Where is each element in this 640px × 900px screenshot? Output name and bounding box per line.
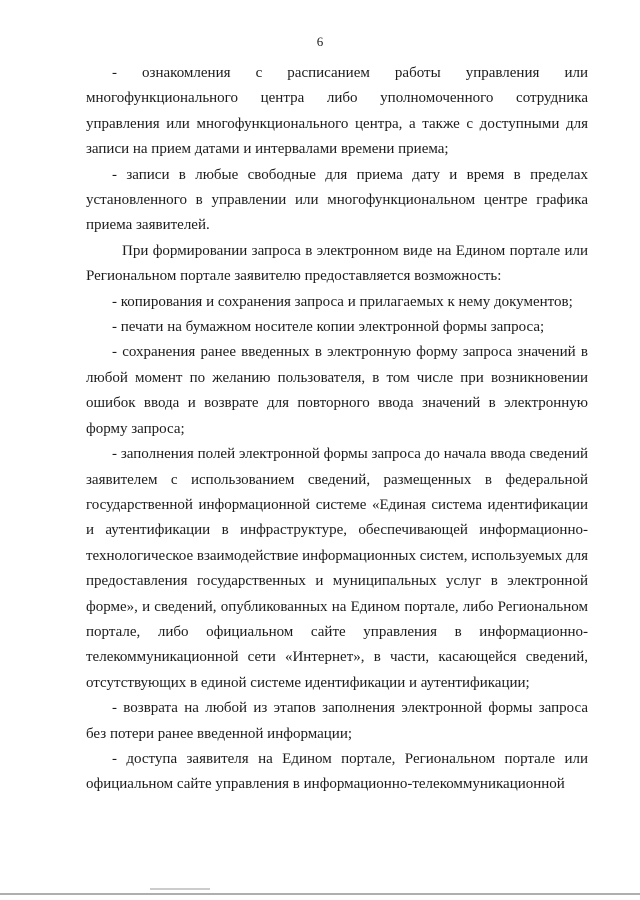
paragraph-request-intro: При формировании запроса в электронном виде на Едином портале или Региональном портале заявителю предоставляется возможность:: [86, 242, 588, 285]
paragraph-familiarization: - ознакомления с расписанием работы управления или многофункционального центра либо уполномоченного сотрудника управления или многофункционального центра, а также с доступными для записи на прием датами и интервалами времени приема;: [86, 65, 588, 158]
paragraph-saving: - сохранения ранее введенных в электронную форму запроса значений в любой момент по желанию пользователя, в том числе при возникновении ошибок ввода и возврате для повторного ввода значений в электронную форму запроса;: [86, 344, 588, 437]
paragraph-autofill: - заполнения полей электронной формы запроса до начала ввода сведений заявителем с использованием сведений, размещенных в федеральной государственной информационной системе «Единая система идентификации и аутентификации в инфраструктуре, обеспечивающей информационно-технологическое взаимодействие информационных систем, используемых для предоставления государственных и муниципальных услуг в электронной форме», и сведений, опубликованных на Едином портале, либо Региональном портале, либо официальном сайте управления в информационно-телекоммуникационной сети «Интернет», в части, касающейся сведений, отсутствующих в единой системе идентификации и аутентификации;: [86, 446, 588, 691]
paragraph-return: - возврата на любой из этапов заполнения электронной формы запроса без потери ранее введенной информации;: [86, 700, 588, 742]
paragraph-access: - доступа заявителя на Едином портале, Региональном портале или официальном сайте управления в информационно-телекоммуникационной: [86, 750, 588, 793]
page-number: 6: [316, 34, 324, 49]
document-body: [86, 61, 588, 798]
scan-bottom-edge: [0, 893, 640, 895]
scan-artifact-line: [150, 888, 210, 890]
paragraph-printing: - печати на бумажном носителе копии электронной формы запроса;: [112, 319, 545, 336]
paragraph-copying: - копирования и сохранения запроса и прилагаемых к нему документов;: [112, 293, 573, 310]
paragraph-appointment: - записи в любые свободные для приема дату и время в пределах установленного в управлении или многофункциональном центре графика приема заявителей.: [86, 166, 588, 234]
